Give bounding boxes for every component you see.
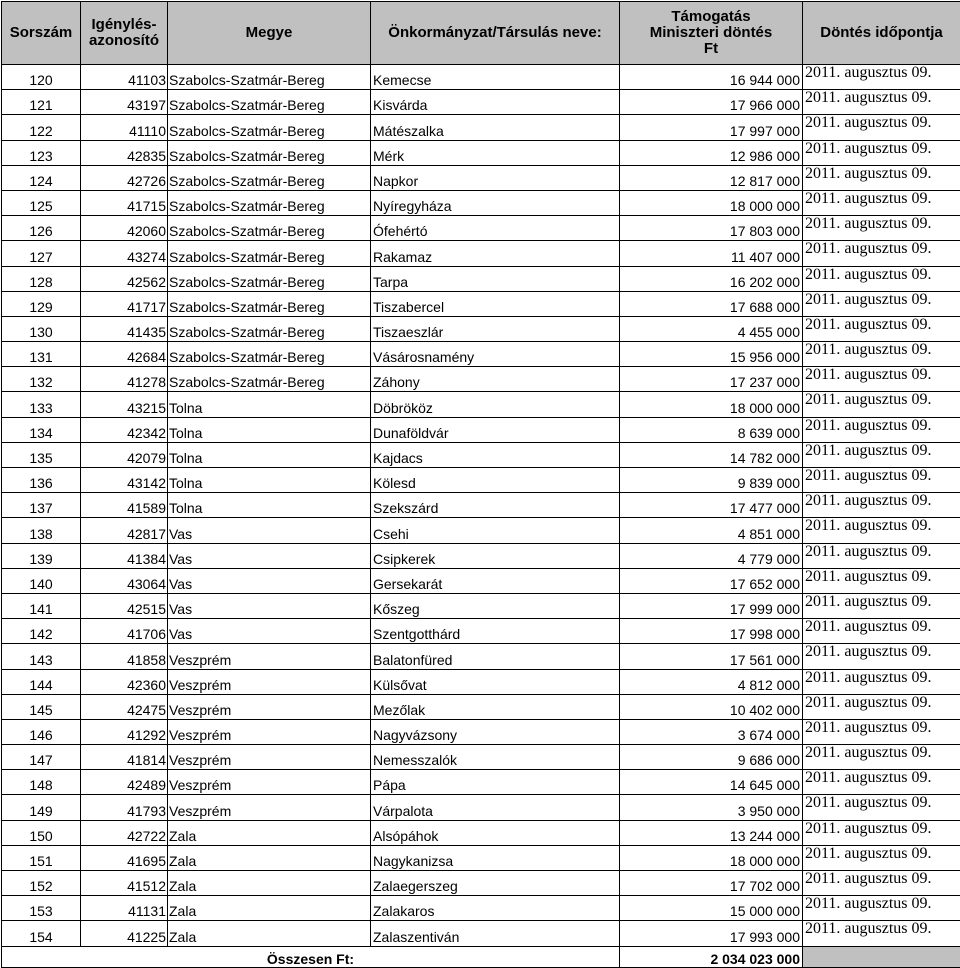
cell-onkormanyzat: Várpalota bbox=[371, 795, 620, 820]
cell-sorszam: 137 bbox=[2, 493, 81, 518]
header-row bbox=[2, 2, 960, 65]
cell-onkormanyzat: Kisvárda bbox=[371, 90, 620, 115]
cell-sorszam: 129 bbox=[2, 291, 81, 316]
cell-datum: 2011. augusztus 09. bbox=[803, 367, 960, 392]
cell-datum: 2011. augusztus 09. bbox=[803, 568, 960, 593]
cell-onkormanyzat: Záhony bbox=[371, 367, 620, 392]
cell-megye: Szabolcs-Szatmár-Bereg bbox=[168, 65, 371, 90]
cell-onkormanyzat: Zalakaros bbox=[371, 896, 620, 921]
cell-datum: 2011. augusztus 09. bbox=[803, 342, 960, 367]
cell-osszeg: 13 244 000 bbox=[620, 820, 803, 845]
cell-osszeg: 17 688 000 bbox=[620, 291, 803, 316]
cell-megye: Zala bbox=[168, 820, 371, 845]
cell-onkormanyzat: Gersekarát bbox=[371, 568, 620, 593]
cell-megye: Szabolcs-Szatmár-Bereg bbox=[168, 316, 371, 341]
cell-osszeg: 18 000 000 bbox=[620, 845, 803, 870]
cell-osszeg: 17 997 000 bbox=[620, 115, 803, 140]
cell-azonosito: 42060 bbox=[81, 216, 168, 241]
cell-onkormanyzat: Kemecse bbox=[371, 65, 620, 90]
cell-megye: Szabolcs-Szatmár-Bereg bbox=[168, 342, 371, 367]
cell-datum: 2011. augusztus 09. bbox=[803, 266, 960, 291]
table-row bbox=[2, 845, 960, 870]
cell-datum: 2011. augusztus 09. bbox=[803, 871, 960, 896]
cell-megye: Zala bbox=[168, 896, 371, 921]
cell-datum: 2011. augusztus 09. bbox=[803, 896, 960, 921]
cell-megye: Vas bbox=[168, 518, 371, 543]
cell-onkormanyzat: Nagyvázsony bbox=[371, 719, 620, 744]
header-tamogatas-line1: Támogatás bbox=[671, 8, 750, 25]
cell-sorszam: 128 bbox=[2, 266, 81, 291]
cell-osszeg: 17 993 000 bbox=[620, 921, 803, 946]
cell-azonosito: 42817 bbox=[81, 518, 168, 543]
cell-datum: 2011. augusztus 09. bbox=[803, 165, 960, 190]
cell-osszeg: 16 944 000 bbox=[620, 65, 803, 90]
cell-azonosito: 42726 bbox=[81, 165, 168, 190]
cell-megye: Vas bbox=[168, 619, 371, 644]
cell-sorszam: 150 bbox=[2, 820, 81, 845]
cell-azonosito: 43142 bbox=[81, 468, 168, 493]
cell-megye: Tolna bbox=[168, 468, 371, 493]
cell-megye: Szabolcs-Szatmár-Bereg bbox=[168, 115, 371, 140]
cell-azonosito: 42360 bbox=[81, 669, 168, 694]
cell-sorszam: 152 bbox=[2, 871, 81, 896]
cell-datum: 2011. augusztus 09. bbox=[803, 745, 960, 770]
cell-onkormanyzat: Mérk bbox=[371, 140, 620, 165]
cell-azonosito: 43197 bbox=[81, 90, 168, 115]
decision-table bbox=[1, 1, 960, 968]
header-azonosito-line1: Igénylés- bbox=[91, 16, 156, 33]
table-row bbox=[2, 619, 960, 644]
table-row bbox=[2, 694, 960, 719]
cell-megye: Veszprém bbox=[168, 745, 371, 770]
cell-osszeg: 16 202 000 bbox=[620, 266, 803, 291]
cell-onkormanyzat: Alsópáhok bbox=[371, 820, 620, 845]
cell-onkormanyzat: Nyíregyháza bbox=[371, 190, 620, 215]
cell-sorszam: 125 bbox=[2, 190, 81, 215]
cell-onkormanyzat: Szekszárd bbox=[371, 493, 620, 518]
cell-azonosito: 43274 bbox=[81, 241, 168, 266]
table-row bbox=[2, 316, 960, 341]
cell-onkormanyzat: Vásárosnamény bbox=[371, 342, 620, 367]
cell-azonosito: 42342 bbox=[81, 417, 168, 442]
cell-megye: Zala bbox=[168, 845, 371, 870]
table-row bbox=[2, 266, 960, 291]
cell-azonosito: 42475 bbox=[81, 694, 168, 719]
cell-megye: Vas bbox=[168, 543, 371, 568]
cell-datum: 2011. augusztus 09. bbox=[803, 216, 960, 241]
cell-sorszam: 146 bbox=[2, 719, 81, 744]
cell-onkormanyzat: Kölesd bbox=[371, 468, 620, 493]
cell-azonosito: 41706 bbox=[81, 619, 168, 644]
table-row bbox=[2, 190, 960, 215]
cell-osszeg: 17 652 000 bbox=[620, 568, 803, 593]
cell-azonosito: 41435 bbox=[81, 316, 168, 341]
cell-azonosito: 43064 bbox=[81, 568, 168, 593]
cell-osszeg: 4 851 000 bbox=[620, 518, 803, 543]
cell-azonosito: 41715 bbox=[81, 190, 168, 215]
cell-osszeg: 17 999 000 bbox=[620, 593, 803, 618]
cell-megye: Szabolcs-Szatmár-Bereg bbox=[168, 216, 371, 241]
cell-azonosito: 43215 bbox=[81, 392, 168, 417]
cell-datum: 2011. augusztus 09. bbox=[803, 770, 960, 795]
cell-megye: Veszprém bbox=[168, 795, 371, 820]
cell-azonosito: 41512 bbox=[81, 871, 168, 896]
cell-osszeg: 15 956 000 bbox=[620, 342, 803, 367]
cell-osszeg: 18 000 000 bbox=[620, 392, 803, 417]
cell-onkormanyzat: Ófehértó bbox=[371, 216, 620, 241]
cell-datum: 2011. augusztus 09. bbox=[803, 140, 960, 165]
cell-datum: 2011. augusztus 09. bbox=[803, 518, 960, 543]
table-row bbox=[2, 770, 960, 795]
cell-sorszam: 151 bbox=[2, 845, 81, 870]
cell-onkormanyzat: Nagykanizsa bbox=[371, 845, 620, 870]
header-datum: Döntés időpontja bbox=[803, 2, 960, 65]
cell-megye: Veszprém bbox=[168, 669, 371, 694]
cell-sorszam: 126 bbox=[2, 216, 81, 241]
table-row bbox=[2, 140, 960, 165]
cell-osszeg: 3 950 000 bbox=[620, 795, 803, 820]
cell-onkormanyzat: Napkor bbox=[371, 165, 620, 190]
cell-osszeg: 17 966 000 bbox=[620, 90, 803, 115]
cell-datum: 2011. augusztus 09. bbox=[803, 241, 960, 266]
table-row bbox=[2, 543, 960, 568]
cell-onkormanyzat: Tiszaeszlár bbox=[371, 316, 620, 341]
cell-onkormanyzat: Dunaföldvár bbox=[371, 417, 620, 442]
cell-onkormanyzat: Balatonfüred bbox=[371, 644, 620, 669]
cell-datum: 2011. augusztus 09. bbox=[803, 442, 960, 467]
header-azonosito bbox=[81, 2, 168, 65]
cell-osszeg: 14 645 000 bbox=[620, 770, 803, 795]
cell-sorszam: 135 bbox=[2, 442, 81, 467]
table-row bbox=[2, 896, 960, 921]
table-row bbox=[2, 342, 960, 367]
cell-osszeg: 4 779 000 bbox=[620, 543, 803, 568]
table-row bbox=[2, 518, 960, 543]
header-tamogatas bbox=[620, 2, 803, 65]
cell-sorszam: 134 bbox=[2, 417, 81, 442]
cell-megye: Veszprém bbox=[168, 694, 371, 719]
header-sorszam: Sorszám bbox=[2, 2, 81, 65]
cell-sorszam: 133 bbox=[2, 392, 81, 417]
table-row bbox=[2, 65, 960, 90]
cell-datum: 2011. augusztus 09. bbox=[803, 593, 960, 618]
table-row bbox=[2, 115, 960, 140]
cell-osszeg: 10 402 000 bbox=[620, 694, 803, 719]
cell-datum: 2011. augusztus 09. bbox=[803, 65, 960, 90]
cell-datum: 2011. augusztus 09. bbox=[803, 543, 960, 568]
cell-megye: Tolna bbox=[168, 417, 371, 442]
table-row bbox=[2, 568, 960, 593]
table-row bbox=[2, 468, 960, 493]
cell-datum: 2011. augusztus 09. bbox=[803, 468, 960, 493]
cell-datum: 2011. augusztus 09. bbox=[803, 392, 960, 417]
cell-megye: Szabolcs-Szatmár-Bereg bbox=[168, 140, 371, 165]
cell-osszeg: 17 237 000 bbox=[620, 367, 803, 392]
cell-onkormanyzat: Zalaegerszeg bbox=[371, 871, 620, 896]
cell-onkormanyzat: Zalaszentiván bbox=[371, 921, 620, 946]
cell-sorszam: 142 bbox=[2, 619, 81, 644]
total-row bbox=[2, 946, 960, 967]
cell-sorszam: 147 bbox=[2, 745, 81, 770]
cell-osszeg: 4 455 000 bbox=[620, 316, 803, 341]
cell-onkormanyzat: Csipkerek bbox=[371, 543, 620, 568]
cell-datum: 2011. augusztus 09. bbox=[803, 820, 960, 845]
cell-sorszam: 131 bbox=[2, 342, 81, 367]
cell-sorszam: 144 bbox=[2, 669, 81, 694]
cell-azonosito: 41225 bbox=[81, 921, 168, 946]
cell-osszeg: 9 686 000 bbox=[620, 745, 803, 770]
cell-osszeg: 17 561 000 bbox=[620, 644, 803, 669]
header-azonosito-line2: azonosító bbox=[89, 32, 159, 49]
table-row bbox=[2, 719, 960, 744]
cell-osszeg: 8 639 000 bbox=[620, 417, 803, 442]
cell-megye: Tolna bbox=[168, 493, 371, 518]
cell-megye: Zala bbox=[168, 871, 371, 896]
cell-onkormanyzat: Nemesszalók bbox=[371, 745, 620, 770]
cell-osszeg: 17 477 000 bbox=[620, 493, 803, 518]
cell-osszeg: 17 803 000 bbox=[620, 216, 803, 241]
header-tamogatas-line2: Miniszteri döntés bbox=[650, 24, 773, 41]
cell-megye: Veszprém bbox=[168, 770, 371, 795]
cell-datum: 2011. augusztus 09. bbox=[803, 316, 960, 341]
cell-azonosito: 41858 bbox=[81, 644, 168, 669]
cell-megye: Vas bbox=[168, 568, 371, 593]
cell-datum: 2011. augusztus 09. bbox=[803, 115, 960, 140]
cell-sorszam: 124 bbox=[2, 165, 81, 190]
cell-azonosito: 41793 bbox=[81, 795, 168, 820]
cell-datum: 2011. augusztus 09. bbox=[803, 619, 960, 644]
cell-sorszam: 130 bbox=[2, 316, 81, 341]
cell-megye: Szabolcs-Szatmár-Bereg bbox=[168, 241, 371, 266]
cell-azonosito: 41384 bbox=[81, 543, 168, 568]
cell-megye: Szabolcs-Szatmár-Bereg bbox=[168, 266, 371, 291]
cell-onkormanyzat: Kajdacs bbox=[371, 442, 620, 467]
cell-sorszam: 136 bbox=[2, 468, 81, 493]
cell-onkormanyzat: Csehi bbox=[371, 518, 620, 543]
cell-osszeg: 17 998 000 bbox=[620, 619, 803, 644]
cell-sorszam: 132 bbox=[2, 367, 81, 392]
cell-onkormanyzat: Mezőlak bbox=[371, 694, 620, 719]
cell-datum: 2011. augusztus 09. bbox=[803, 795, 960, 820]
table-row bbox=[2, 165, 960, 190]
cell-datum: 2011. augusztus 09. bbox=[803, 669, 960, 694]
cell-osszeg: 15 000 000 bbox=[620, 896, 803, 921]
cell-sorszam: 141 bbox=[2, 593, 81, 618]
cell-osszeg: 3 674 000 bbox=[620, 719, 803, 744]
cell-azonosito: 42684 bbox=[81, 342, 168, 367]
cell-sorszam: 139 bbox=[2, 543, 81, 568]
cell-osszeg: 17 702 000 bbox=[620, 871, 803, 896]
table-row bbox=[2, 745, 960, 770]
cell-megye: Veszprém bbox=[168, 644, 371, 669]
cell-osszeg: 11 407 000 bbox=[620, 241, 803, 266]
cell-azonosito: 41131 bbox=[81, 896, 168, 921]
cell-datum: 2011. augusztus 09. bbox=[803, 719, 960, 744]
cell-megye: Vas bbox=[168, 593, 371, 618]
cell-datum: 2011. augusztus 09. bbox=[803, 291, 960, 316]
header-onkormanyzat: Önkormányzat/Társulás neve: bbox=[371, 2, 620, 65]
cell-sorszam: 122 bbox=[2, 115, 81, 140]
cell-sorszam: 149 bbox=[2, 795, 81, 820]
cell-osszeg: 9 839 000 bbox=[620, 468, 803, 493]
cell-onkormanyzat: Tarpa bbox=[371, 266, 620, 291]
cell-megye: Szabolcs-Szatmár-Bereg bbox=[168, 190, 371, 215]
table-row bbox=[2, 90, 960, 115]
cell-sorszam: 138 bbox=[2, 518, 81, 543]
cell-sorszam: 148 bbox=[2, 770, 81, 795]
cell-megye: Zala bbox=[168, 921, 371, 946]
cell-datum: 2011. augusztus 09. bbox=[803, 90, 960, 115]
cell-azonosito: 41814 bbox=[81, 745, 168, 770]
cell-sorszam: 153 bbox=[2, 896, 81, 921]
table-row bbox=[2, 669, 960, 694]
cell-onkormanyzat: Pápa bbox=[371, 770, 620, 795]
cell-azonosito: 42722 bbox=[81, 820, 168, 845]
cell-sorszam: 145 bbox=[2, 694, 81, 719]
cell-azonosito: 41292 bbox=[81, 719, 168, 744]
cell-sorszam: 140 bbox=[2, 568, 81, 593]
table-row bbox=[2, 417, 960, 442]
cell-sorszam: 123 bbox=[2, 140, 81, 165]
cell-datum: 2011. augusztus 09. bbox=[803, 417, 960, 442]
cell-osszeg: 12 986 000 bbox=[620, 140, 803, 165]
cell-sorszam: 121 bbox=[2, 90, 81, 115]
table-row bbox=[2, 216, 960, 241]
cell-megye: Szabolcs-Szatmár-Bereg bbox=[168, 90, 371, 115]
cell-megye: Tolna bbox=[168, 392, 371, 417]
cell-onkormanyzat: Szentgotthárd bbox=[371, 619, 620, 644]
cell-megye: Veszprém bbox=[168, 719, 371, 744]
table-row bbox=[2, 593, 960, 618]
cell-azonosito: 41103 bbox=[81, 65, 168, 90]
cell-onkormanyzat: Külsővat bbox=[371, 669, 620, 694]
table-row bbox=[2, 291, 960, 316]
header-tamogatas-line3: Ft bbox=[704, 40, 718, 57]
cell-megye: Szabolcs-Szatmár-Bereg bbox=[168, 165, 371, 190]
table-row bbox=[2, 367, 960, 392]
cell-azonosito: 42515 bbox=[81, 593, 168, 618]
cell-azonosito: 41110 bbox=[81, 115, 168, 140]
cell-azonosito: 42835 bbox=[81, 140, 168, 165]
cell-osszeg: 14 782 000 bbox=[620, 442, 803, 467]
table-row bbox=[2, 795, 960, 820]
cell-datum: 2011. augusztus 09. bbox=[803, 694, 960, 719]
cell-sorszam: 127 bbox=[2, 241, 81, 266]
cell-sorszam: 154 bbox=[2, 921, 81, 946]
table-body bbox=[2, 65, 960, 947]
cell-azonosito: 41278 bbox=[81, 367, 168, 392]
cell-megye: Szabolcs-Szatmár-Bereg bbox=[168, 291, 371, 316]
cell-datum: 2011. augusztus 09. bbox=[803, 644, 960, 669]
cell-sorszam: 143 bbox=[2, 644, 81, 669]
cell-azonosito: 42079 bbox=[81, 442, 168, 467]
table-row bbox=[2, 442, 960, 467]
cell-datum: 2011. augusztus 09. bbox=[803, 921, 960, 946]
cell-onkormanyzat: Rakamaz bbox=[371, 241, 620, 266]
cell-onkormanyzat: Mátészalka bbox=[371, 115, 620, 140]
cell-megye: Tolna bbox=[168, 442, 371, 467]
cell-osszeg: 4 812 000 bbox=[620, 669, 803, 694]
cell-azonosito: 41717 bbox=[81, 291, 168, 316]
cell-azonosito: 42489 bbox=[81, 770, 168, 795]
total-amount: 2 034 023 000 bbox=[620, 946, 803, 967]
cell-datum: 2011. augusztus 09. bbox=[803, 190, 960, 215]
cell-azonosito: 41695 bbox=[81, 845, 168, 870]
cell-megye: Szabolcs-Szatmár-Bereg bbox=[168, 367, 371, 392]
table-row bbox=[2, 644, 960, 669]
cell-osszeg: 12 817 000 bbox=[620, 165, 803, 190]
cell-sorszam: 120 bbox=[2, 65, 81, 90]
cell-azonosito: 41589 bbox=[81, 493, 168, 518]
total-fill-cell bbox=[803, 946, 960, 967]
table-row bbox=[2, 871, 960, 896]
table-row bbox=[2, 392, 960, 417]
cell-onkormanyzat: Döbrököz bbox=[371, 392, 620, 417]
table-row bbox=[2, 493, 960, 518]
cell-azonosito: 42562 bbox=[81, 266, 168, 291]
cell-onkormanyzat: Tiszabercel bbox=[371, 291, 620, 316]
cell-datum: 2011. augusztus 09. bbox=[803, 493, 960, 518]
cell-osszeg: 18 000 000 bbox=[620, 190, 803, 215]
cell-onkormanyzat: Kőszeg bbox=[371, 593, 620, 618]
cell-datum: 2011. augusztus 09. bbox=[803, 845, 960, 870]
header-megye: Megye bbox=[168, 2, 371, 65]
table-row bbox=[2, 241, 960, 266]
total-label: Összesen Ft: bbox=[2, 946, 620, 967]
table-row bbox=[2, 820, 960, 845]
